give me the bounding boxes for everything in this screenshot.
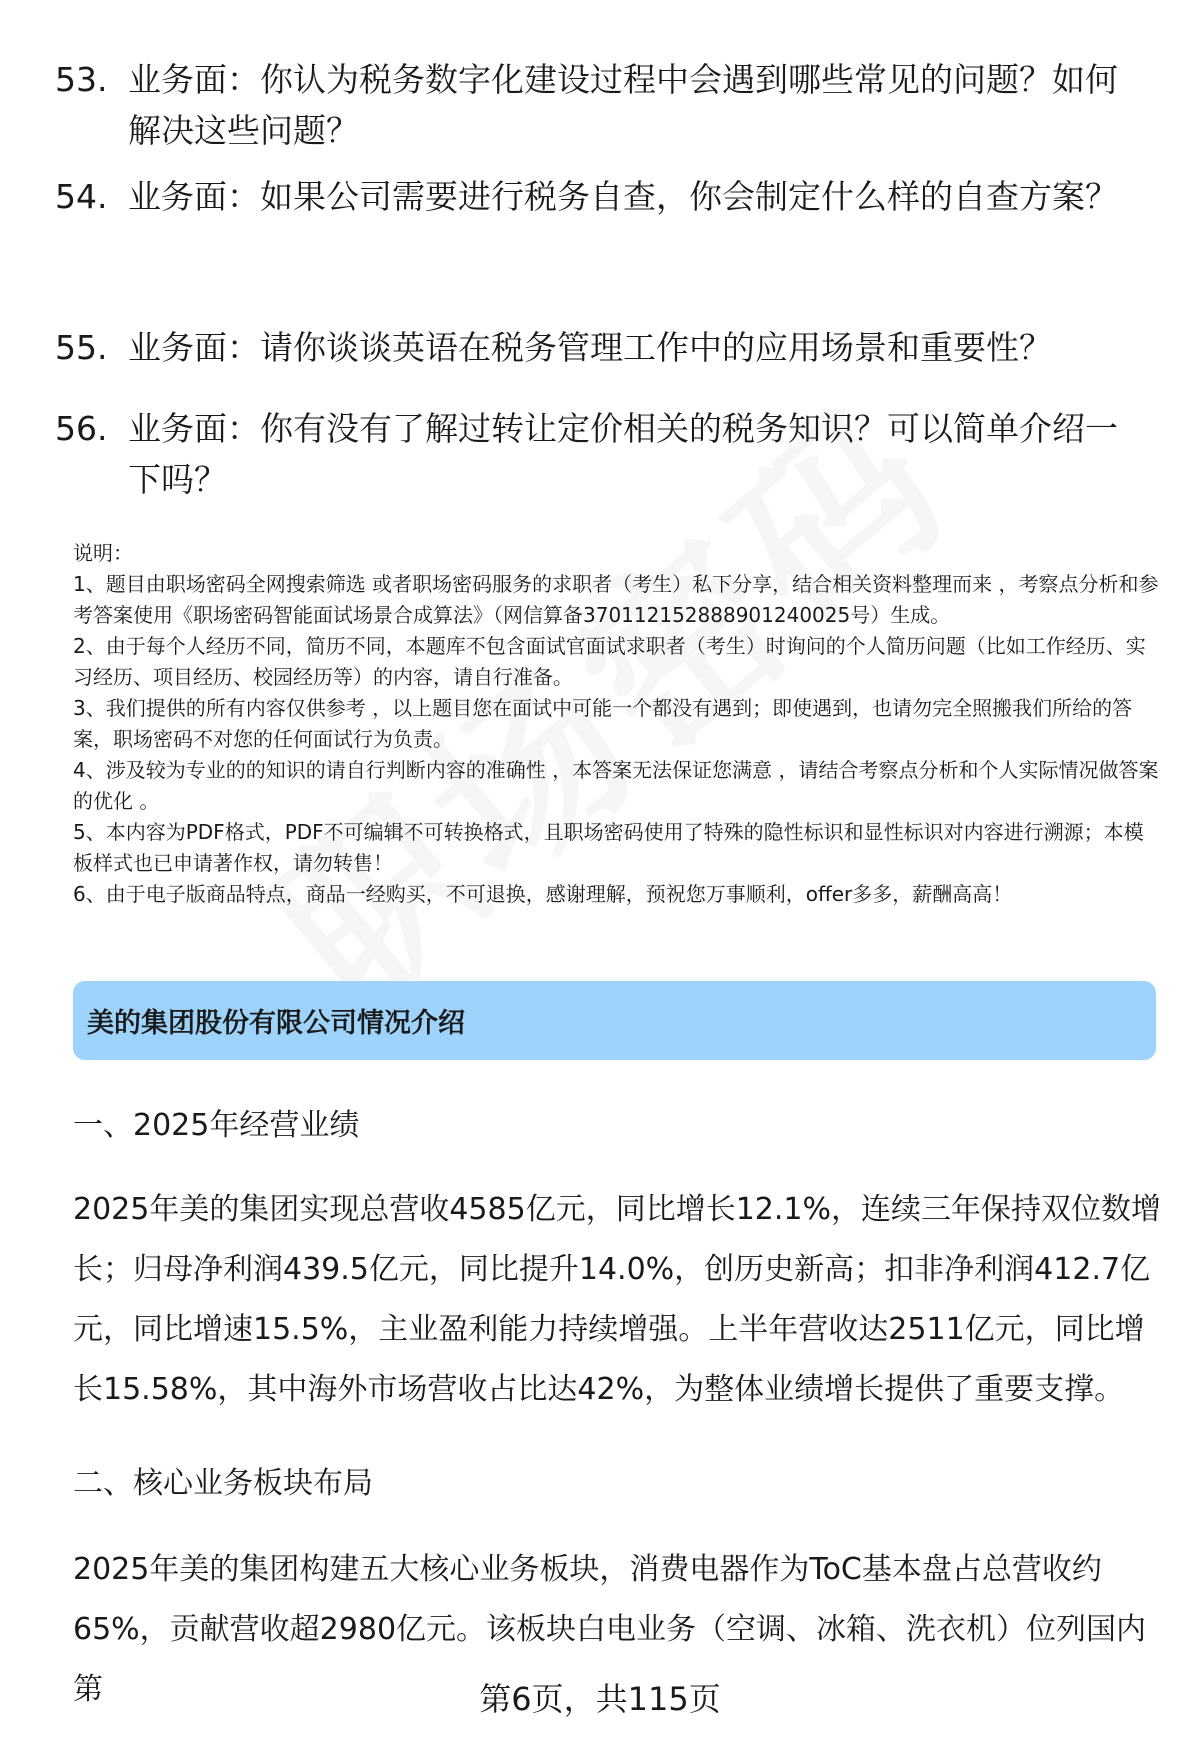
question-text: 业务面：你有没有了解过转让定价相关的税务知识？可以简单介绍一下吗？ [128,409,1118,499]
section-heading: 一、2025年经营业绩 [73,1108,360,1143]
notes-item: 3、我们提供的所有内容仅供参考 ，以上题目您在面试中可能一个都没有遇到；即使遇到，也请勿完全照搬我们所给的答案，职场密码不对您的任何面试行为负责。 [73,696,1133,751]
notes-item: 4、涉及较为专业的的知识的请自行判断内容的准确性 ，本答案无法保证您满意 ，请结合考察点分析和个人实际情况做答案的优化 。 [73,758,1159,813]
notes-item: 6、由于电子版商品特点，商品一经购买，不可退换，感谢理解，预祝您万事顺利，offer多多，薪酬高高！ [73,882,1013,906]
banner-title: 美的集团股份有限公司情况介绍 [87,1008,465,1039]
question-item [55,171,1155,222]
question-item [55,403,1155,505]
question-number: 53. [55,60,108,99]
section-banner [73,981,1156,1060]
page-footer: 第6页，共115页 [479,1680,721,1718]
question-number: 56. [55,409,108,448]
notes-title: 说明： [73,541,133,565]
section-paragraph: 2025年美的集团实现总营收4585亿元，同比增长12.1%，连续三年保持双位数增长；归母净利润439.5亿元，同比提升14.0%，创历史新高；扣非净利润412.7亿元，同比增速15.5%，主业盈利能力持续增强。上半年营收达2511亿元，同比增长15.58%，其中海外市场营收占比达42%，为整体业绩增长提供了重要支撑。 [73,1192,1161,1407]
section-heading: 二、核心业务板块布局 [73,1466,373,1501]
question-text: 业务面：如果公司需要进行税务自查，你会制定什么样的自查方案？ [128,177,1118,216]
notes-item: 5、本内容为PDF格式，PDF不可编辑不可转换格式，且职场密码使用了特殊的隐性标识和显性标识对内容进行溯源；本模板样式也已申请著作权，请勿转售！ [73,820,1144,875]
question-text: 业务面：请你谈谈英语在税务管理工作中的应用场景和重要性？ [128,328,1052,367]
notes-item: 2、由于每个人经历不同，简历不同，本题库不包含面试官面试求职者（考生）时询问的个人简历问题（比如工作经历、实习经历、项目经历、校园经历等）的内容，请自行准备。 [73,634,1146,689]
question-number: 55. [55,328,108,367]
question-item [55,322,1155,373]
question-text: 业务面：你认为税务数字化建设过程中会遇到哪些常见的问题？如何解决这些问题？ [128,60,1118,150]
question-number: 54. [55,177,108,216]
notes-section [73,538,1163,910]
question-item [55,54,1155,156]
notes-item: 1、题目由职场密码全网搜索筛选 或者职场密码服务的求职者（考生）私下分享，结合相关资料整理而来 ，考察点分析和参考答案使用《职场密码智能面试场景合成算法》（网信算备370112152888901240025号）生成。 [73,572,1159,627]
section-paragraph: 2025年美的集团构建五大核心业务板块，消费电器作为ToC基本盘占总营收约65%，贡献营收超2980亿元。该板块白电业务（空调、冰箱、洗衣机）位列国内第 [73,1552,1147,1707]
